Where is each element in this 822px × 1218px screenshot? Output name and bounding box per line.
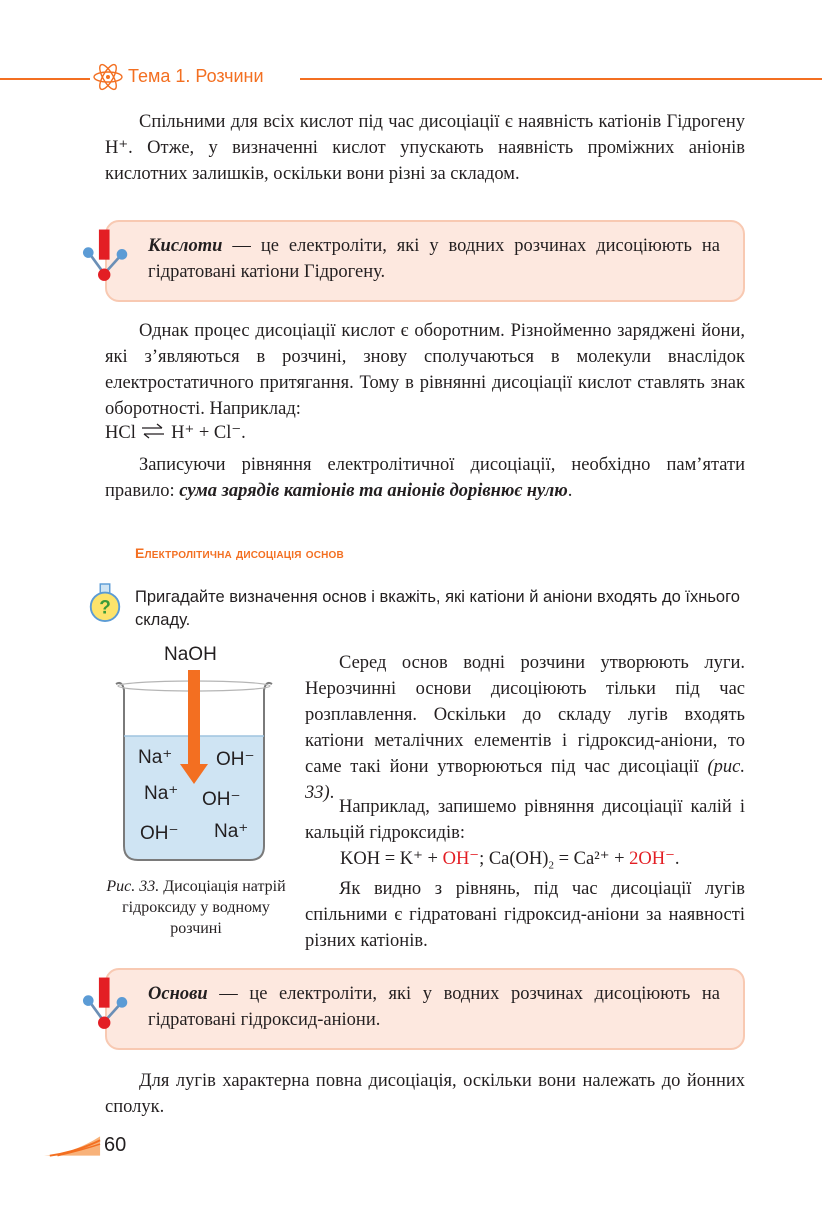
hydroxide-equation: KOH = K⁺ + OH⁻; $Ca(OH)_2 = Ca^{2+} + 2OH^-$. xyxy=(340,849,680,872)
paragraph-alkalis: Серед основ водні розчини утворюють луги. Нерозчинні основи дисоціюють тільки під час розплавлення. Оскільки до складу лугів входять катіони металічних елементів і гідроксид-аніони, то саме такі йони утворюються під час дисоціації (рис. 33). xyxy=(305,653,745,803)
page-corner-swoosh-icon xyxy=(44,1134,102,1158)
definition-acids: Кислоти — це електроліти, які у водних розчинах дисоціюють на гідратовані катіони Гідрогену. xyxy=(148,236,720,282)
paragraph-reversibility: Однак процес дисоціації кислот є оборотним. Різнойменно заряджені йони, які з’являються в розчині, знову сполучаються в молекули внаслідок електростатичного притягання. Тому в рівнянні дисоціації кислот ставлять знак оборотності. Наприклад: xyxy=(105,321,745,419)
paragraph-conclusion: Як видно з рівнянь, під час дисоціації лугів спільними є гідратовані гідроксид-аніони за наявності різних катіонів. xyxy=(305,879,745,951)
question-flask-icon xyxy=(86,582,124,624)
definition-bases: Основи — це електроліти, які у водних розчинах дисоціюють на гідратовані гідроксид-аніони. xyxy=(148,984,720,1030)
ion-label: Na⁺ xyxy=(214,821,249,842)
paragraph-full-dissociation: Для лугів характерна повна дисоціація, оскільки вони належать до йонних сполук. xyxy=(105,1071,745,1117)
arrow-shaft xyxy=(188,670,200,766)
paragraph-example: Наприклад, запишемо рівняння дисоціації калій і кальцій гідроксидів: xyxy=(305,797,745,843)
paragraph-charge-rule: Записуючи рівняння електролітичної дисоціації, необхідно пам’ятати правило: сума зарядів катіонів та аніонів дорівнює нулю. xyxy=(105,455,745,501)
chapter-title: Тема 1. Розчини xyxy=(128,66,264,86)
header-line-right xyxy=(300,78,822,80)
exclamation-molecule-icon xyxy=(78,226,134,288)
ion-label: Na⁺ xyxy=(138,747,173,768)
ion-label: OH⁻ xyxy=(216,749,255,770)
atom-icon xyxy=(92,63,124,91)
hcl-equation: HCl H⁺ + Cl⁻. xyxy=(105,423,246,443)
ion-label: OH⁻ xyxy=(140,823,179,844)
header-line-left xyxy=(0,78,90,80)
recall-prompt: Пригадайте визначення основ і вкажіть, які катіони й аніони входять до їхнього складу. xyxy=(135,588,740,629)
svg-text:?: ? xyxy=(99,597,111,619)
reagent-label: NaOH xyxy=(164,644,217,665)
reversible-arrow-icon xyxy=(140,423,166,439)
ion-label: Na⁺ xyxy=(144,783,179,804)
exclamation-molecule-icon xyxy=(78,974,134,1036)
section-heading: Електролітична дисоціація основ xyxy=(135,545,344,561)
page-number: 60 xyxy=(104,1134,127,1156)
figure-caption: Рис. 33. Дисоціація натрій гідроксиду у водному розчині xyxy=(106,878,286,937)
ion-label: OH⁻ xyxy=(202,789,241,810)
paragraph-acids-common: Спільними для всіх кислот під час дисоціації є наявність катіонів Гідрогену H⁺. Отже, у визначенні кислот упускають наявність проміжних аніонів кислотних залишків, оскільки вони різні за складом. xyxy=(105,112,745,184)
